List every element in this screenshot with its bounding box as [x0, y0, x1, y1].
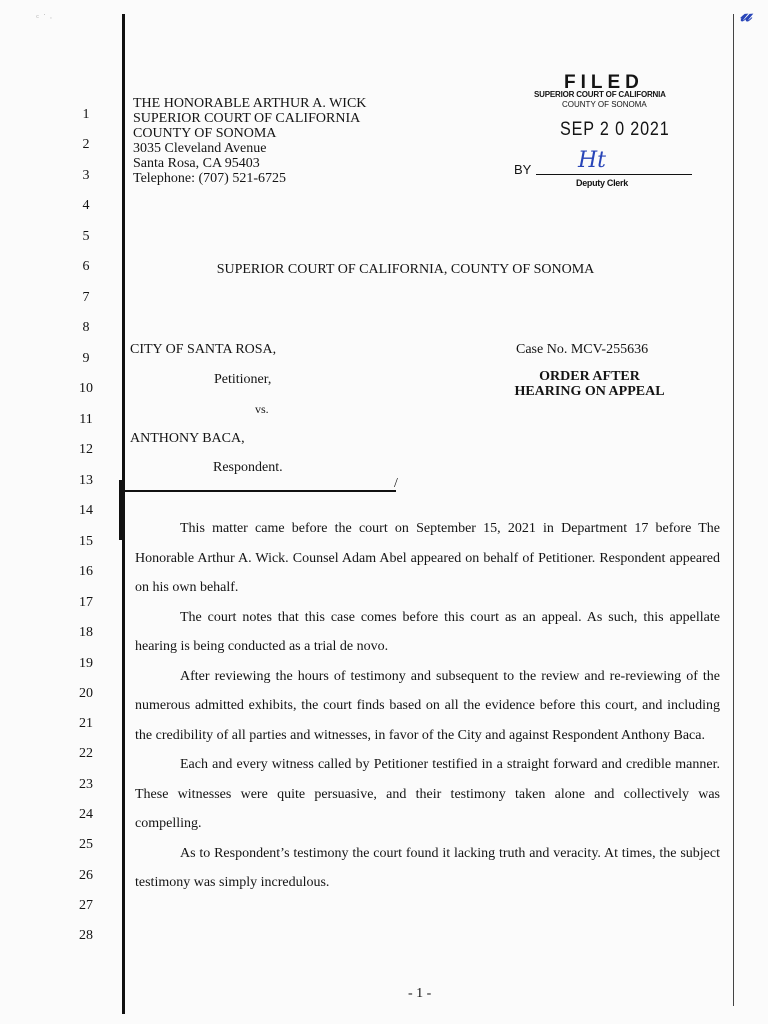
filed-label: FILED — [564, 72, 644, 93]
line-number: 9 — [82, 351, 90, 366]
right-margin-rule — [733, 14, 734, 1006]
body-paragraph: This matter came before the court on September 15, 2021 in Department 17 before The Honorable Arthur A. Wick. Counsel Adam Abel appeared on behalf of Petitioner. Respondent appeared on his own behalf. — [135, 521, 720, 595]
line-number: 27 — [79, 898, 93, 913]
line-number: 22 — [79, 746, 93, 761]
signature-line — [536, 174, 692, 175]
respondent-role: Respondent. — [213, 460, 283, 475]
deputy-clerk-label: Deputy Clerk — [576, 178, 628, 188]
line-number: 14 — [79, 503, 93, 518]
line-number: 28 — [79, 928, 93, 943]
street-address: 3035 Cleveland Avenue — [133, 141, 267, 156]
document-title — [497, 369, 682, 399]
document-title-line2: HEARING ON APPEAL — [514, 384, 665, 399]
stamp-court: SUPERIOR COURT OF CALIFORNIA — [534, 90, 666, 99]
ink-mark: 𝓊 — [740, 4, 752, 26]
line-number: 25 — [79, 837, 93, 852]
line-number: 18 — [79, 625, 93, 640]
left-margin-rule-secondary — [119, 480, 122, 540]
line-number: 4 — [82, 198, 90, 213]
body-paragraph: As to Respondent’s testimony the court found it lacking truth and veracity. At times, the subject testimony was simply incredulous. — [135, 845, 720, 890]
line-number: 17 — [79, 595, 93, 610]
scan-artifact: ᶜ ˙ · — [36, 14, 53, 24]
petitioner-name: CITY OF SANTA ROSA, — [130, 342, 277, 357]
line-number: 23 — [79, 777, 93, 792]
line-number: 26 — [79, 868, 93, 883]
line-number: 15 — [79, 534, 93, 549]
respondent-name: ANTHONY BACA, — [130, 431, 245, 446]
caption-slash: / — [394, 476, 398, 491]
line-number: 10 — [79, 381, 93, 396]
line-number: 11 — [79, 412, 93, 427]
order-body — [135, 514, 720, 898]
line-number: 13 — [79, 473, 93, 488]
line-number: 24 — [79, 807, 93, 822]
line-number: 12 — [79, 442, 93, 457]
by-label: BY — [514, 162, 532, 177]
line-number: 1 — [82, 107, 90, 122]
court-name: SUPERIOR COURT OF CALIFORNIA — [133, 111, 361, 126]
telephone: Telephone: (707) 521-6725 — [133, 171, 286, 186]
versus-label: vs. — [255, 402, 269, 416]
line-number: 2 — [82, 137, 90, 152]
body-paragraph: After reviewing the hours of testimony and subsequent to the review and re-reviewing of the numerous admitted exhibits, the court finds based on all the evidence before this court, and including the credibility of all parties and witnesses, in favor of the City and against Respondent Anthony Baca. — [135, 668, 720, 743]
left-margin-rule — [122, 14, 125, 1014]
filed-date: SEP 2 0 2021 — [560, 119, 670, 140]
line-number: 7 — [82, 290, 90, 305]
stamp-county: COUNTY OF SONOMA — [562, 100, 647, 109]
line-number: 5 — [82, 229, 90, 244]
clerk-signature: Ht — [578, 148, 607, 173]
line-number: 3 — [82, 168, 90, 183]
court-heading: SUPERIOR COURT OF CALIFORNIA, COUNTY OF SONOMA — [216, 262, 595, 277]
page-number: - 1 - — [408, 986, 432, 1001]
judge-name: THE HONORABLE ARTHUR A. WICK — [133, 96, 367, 111]
line-number: 19 — [79, 656, 93, 671]
caption-rule — [125, 490, 396, 492]
city-address: Santa Rosa, CA 95403 — [133, 156, 260, 171]
judge-address-block — [133, 96, 366, 186]
petitioner-role: Petitioner, — [214, 372, 272, 387]
line-number: 6 — [82, 259, 90, 274]
line-number: 21 — [79, 716, 93, 731]
case-number: Case No. MCV-255636 — [516, 342, 649, 357]
county-name: COUNTY OF SONOMA — [133, 126, 277, 141]
body-paragraph: Each and every witness called by Petitioner testified in a straight forward and credible manner. These witnesses were quite persuasive, and their testimony taken alone and collectively was compelling. — [135, 757, 720, 831]
line-number: 8 — [82, 320, 90, 335]
document-title-line1: ORDER AFTER — [539, 369, 640, 384]
body-paragraph: The court notes that this case comes before this court as an appeal. As such, this appellate hearing is being conducted as a trial de novo. — [135, 609, 720, 654]
line-number: 20 — [79, 686, 93, 701]
line-number: 16 — [79, 564, 93, 579]
